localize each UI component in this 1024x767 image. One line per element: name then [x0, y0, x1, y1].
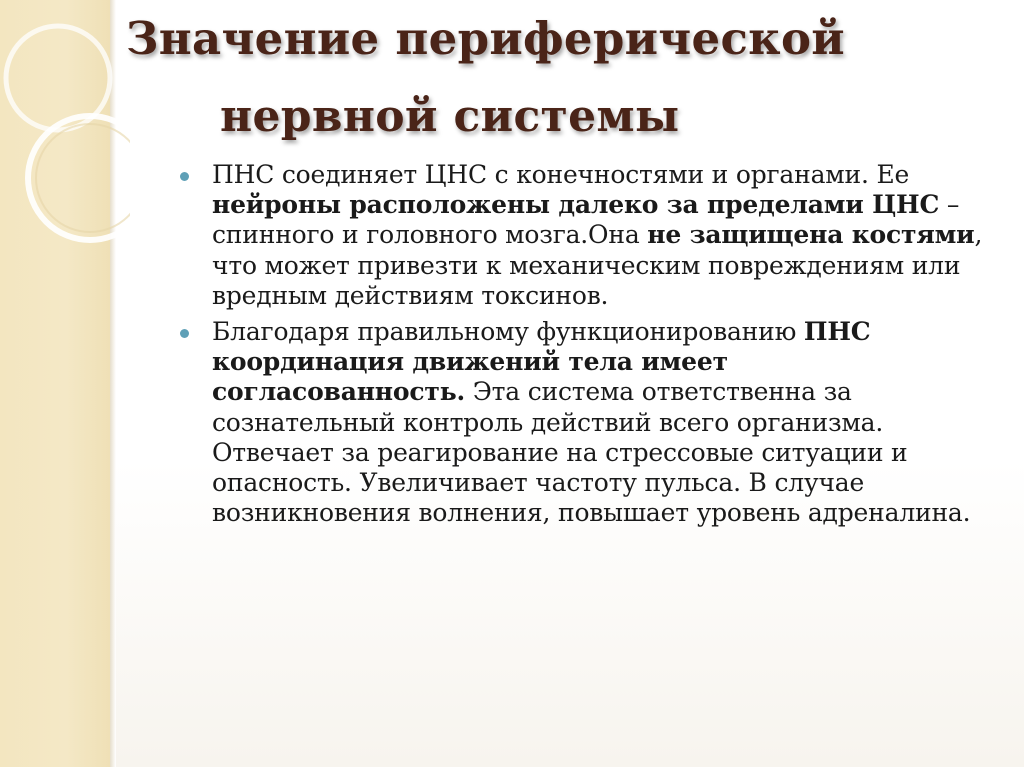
bullet-text-emphasis: ПНС координация движений тела имеет согласованность.: [212, 317, 871, 407]
bullet-text-segment: Эта система ответственна за сознательный контроль действий всего организма. Отвечает за реагирование на стрессовые ситуации и опасность. Увеличивает частоту пульса. В случае возникновения волнения, повышает уровень адреналина.: [212, 377, 971, 528]
bullet-marker-icon: [180, 172, 189, 181]
bullet-item-1: [176, 160, 986, 311]
bullet-text-emphasis: не защищена костями: [647, 220, 975, 250]
bullet-text-segment: – спинного и головного мозга.Она: [212, 190, 960, 250]
bullet-marker-icon: [180, 329, 189, 338]
bullet-text-segment: ПНС соединяет ЦНС с конечностями и органами. Ее: [212, 160, 910, 189]
bullet-text-emphasis: нейроны расположены далеко за пределами ЦНС: [212, 190, 940, 220]
decorative-rings: [0, 0, 130, 767]
bullet-text-segment: Благодаря правильному функционированию: [212, 317, 804, 347]
bullet-text-segment: , что может привезти к механическим повреждениям или вредным действиям токсинов.: [212, 220, 983, 310]
bullet-item-2: [176, 317, 986, 528]
bullet-list: [176, 160, 986, 534]
title-line-2: нервной системы: [220, 91, 680, 142]
title-line-1: Значение периферической: [126, 12, 845, 65]
slide-title: [112, 0, 1012, 156]
